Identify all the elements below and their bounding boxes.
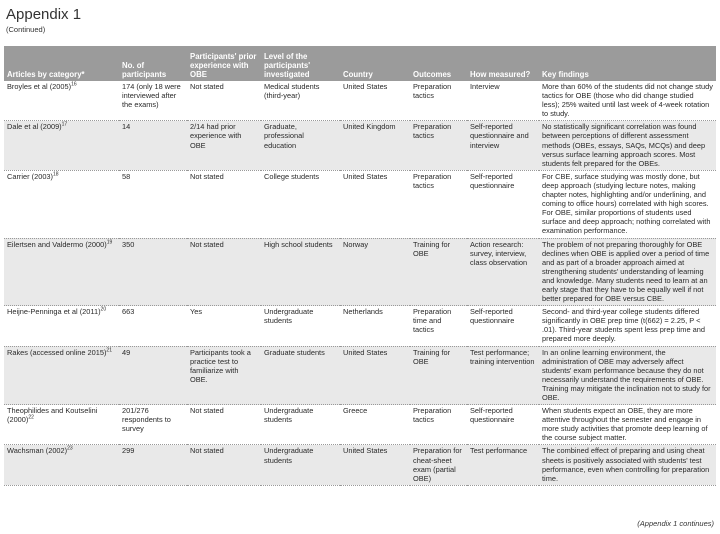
cell-country: Norway [340,238,410,306]
header-experience: Participants' prior experience with OBE [187,46,261,81]
header-level: Level of the participants' investigated [261,46,340,81]
cell-outcomes: Training for OBE [410,238,467,306]
cell-findings: No statistically significant correlation was found between perceptions of different assessment methods (OBEs, essays, SAQs, MCQs) and deep versus surface learning approach scores. Most students felt prepared for the OBEs. [539,121,716,170]
table-row [4,81,716,121]
cell-findings: More than 60% of the students did not change study tactics for OBE (those who did change studied less); 25% waited until last week of 4-week rotation to study. [539,81,716,121]
appendix-table [4,46,716,486]
cell-outcomes: Preparation tactics [410,121,467,170]
cell-participants: 350 [119,238,187,306]
header-articles: Articles by category* [4,46,119,81]
cell-findings: When students expect an OBE, they are more attentive throughout the semester and engage in more study activities that promote deep learning of the course subject matter. [539,405,716,445]
cell-participants: 49 [119,346,187,405]
cell-level: Graduate students [261,346,340,405]
cell-experience: Not stated [187,81,261,121]
appendix-subtitle: (Continued) [6,25,46,34]
cell-experience: 2/14 had prior experience with OBE [187,121,261,170]
cell-findings: Second- and third-year college students differed significantly in OBE prep time (t(662) = 2.25, P < .01). Third-year students spent less prep time and prepared more deeply. [539,306,716,346]
header-country: Country [340,46,410,81]
cell-outcomes: Preparation tactics [410,405,467,445]
cell-measured: Self-reported questionnaire [467,170,539,238]
cell-country: United States [340,346,410,405]
cell-participants: 58 [119,170,187,238]
cell-country: Greece [340,405,410,445]
table-header-row [4,46,716,81]
cell-level: Medical students (third-year) [261,81,340,121]
cell-experience: Participants took a practice test to familiarize with OBE. [187,346,261,405]
cell-country: United Kingdom [340,121,410,170]
cell-level: High school students [261,238,340,306]
table-row [4,445,716,485]
cell-outcomes: Training for OBE [410,346,467,405]
cell-level: Undergraduate students [261,306,340,346]
cell-findings: In an online learning environment, the administration of OBE may adversely affect students' exam performance because they do not necessarily understand the requirements of OBE. Training may mitigate the inclination not to study for OBE. [539,346,716,405]
cell-experience: Not stated [187,445,261,485]
cell-measured: Action research: survey, interview, class observation [467,238,539,306]
cell-findings: The problem of not preparing thoroughly for OBE declines when OBE is applied over a period of time and as part of a broader approach aimed at strengthening students' understanding of learning and knowledge. Many students need to learn at an early stage that they have to be equally well if not better prepared for OBE versus CBE. [539,238,716,306]
table-row [4,121,716,170]
table-row [4,306,716,346]
header-measured: How measured? [467,46,539,81]
cell-article: Eilertsen and Valdermo $(2000)^{19}$ [4,238,119,306]
cell-findings: For CBE, surface studying was mostly done, but deep approach (studying lecture notes, making chapter notes, highlighting and/or underlining, and coming to office hours) correlated with high scores. For OBE, similar proportions of students used surface and deep approach; nothing correlated with examination performance. [539,170,716,238]
header-findings: Key findings [539,46,716,81]
cell-participants: 663 [119,306,187,346]
cell-level: Graduate, professional education [261,121,340,170]
cell-experience: Not stated [187,170,261,238]
cell-measured: Self-reported questionnaire [467,405,539,445]
cell-participants: 201/276 respondents to survey [119,405,187,445]
cell-article: Dale et al $(2009)^{17}$ [4,121,119,170]
cell-article: Wachsman $(2002)^{23}$ [4,445,119,485]
cell-outcomes: Preparation tactics [410,170,467,238]
cell-outcomes: Preparation for cheat-sheet exam (partial OBE) [410,445,467,485]
cell-article: Theophilides and Koutselini $(2000)^{22}$ [4,405,119,445]
cell-findings: The combined effect of preparing and using cheat sheets is positively associated with students' test performance, even when controlling for preparation time. [539,445,716,485]
cell-outcomes: Preparation time and tactics [410,306,467,346]
appendix-title: Appendix 1 [6,6,82,23]
cell-measured: Self-reported questionnaire [467,306,539,346]
header-participants: No. of participants [119,46,187,81]
table-row [4,405,716,445]
table-row [4,238,716,306]
cell-article: Carrier $(2003)^{18}$ [4,170,119,238]
cell-participants: 14 [119,121,187,170]
cell-country: Netherlands [340,306,410,346]
cell-article: Heijne-Penninga et al $(2011)^{20}$ [4,306,119,346]
cell-country: United States [340,445,410,485]
continues-note: (Appendix 1 continues) [637,519,714,528]
cell-measured: Interview [467,81,539,121]
cell-experience: Not stated [187,238,261,306]
cell-article: Rakes (accessed online 2015)$^{21}$ [4,346,119,405]
cell-participants: 299 [119,445,187,485]
cell-participants: 174 (only 18 were interviewed after the exams) [119,81,187,121]
table-row [4,170,716,238]
cell-article: Broyles et al $(2005)^{16}$ [4,81,119,121]
cell-level: Undergraduate students [261,405,340,445]
cell-level: Undergraduate students [261,445,340,485]
cell-measured: Self-reported questionnaire and interview [467,121,539,170]
cell-outcomes: Preparation tactics [410,81,467,121]
cell-experience: Yes [187,306,261,346]
cell-country: United States [340,170,410,238]
table-row [4,346,716,405]
cell-level: College students [261,170,340,238]
cell-country: United States [340,81,410,121]
header-outcomes: Outcomes [410,46,467,81]
cell-experience: Not stated [187,405,261,445]
cell-measured: Test performance; training intervention [467,346,539,405]
cell-measured: Test performance [467,445,539,485]
